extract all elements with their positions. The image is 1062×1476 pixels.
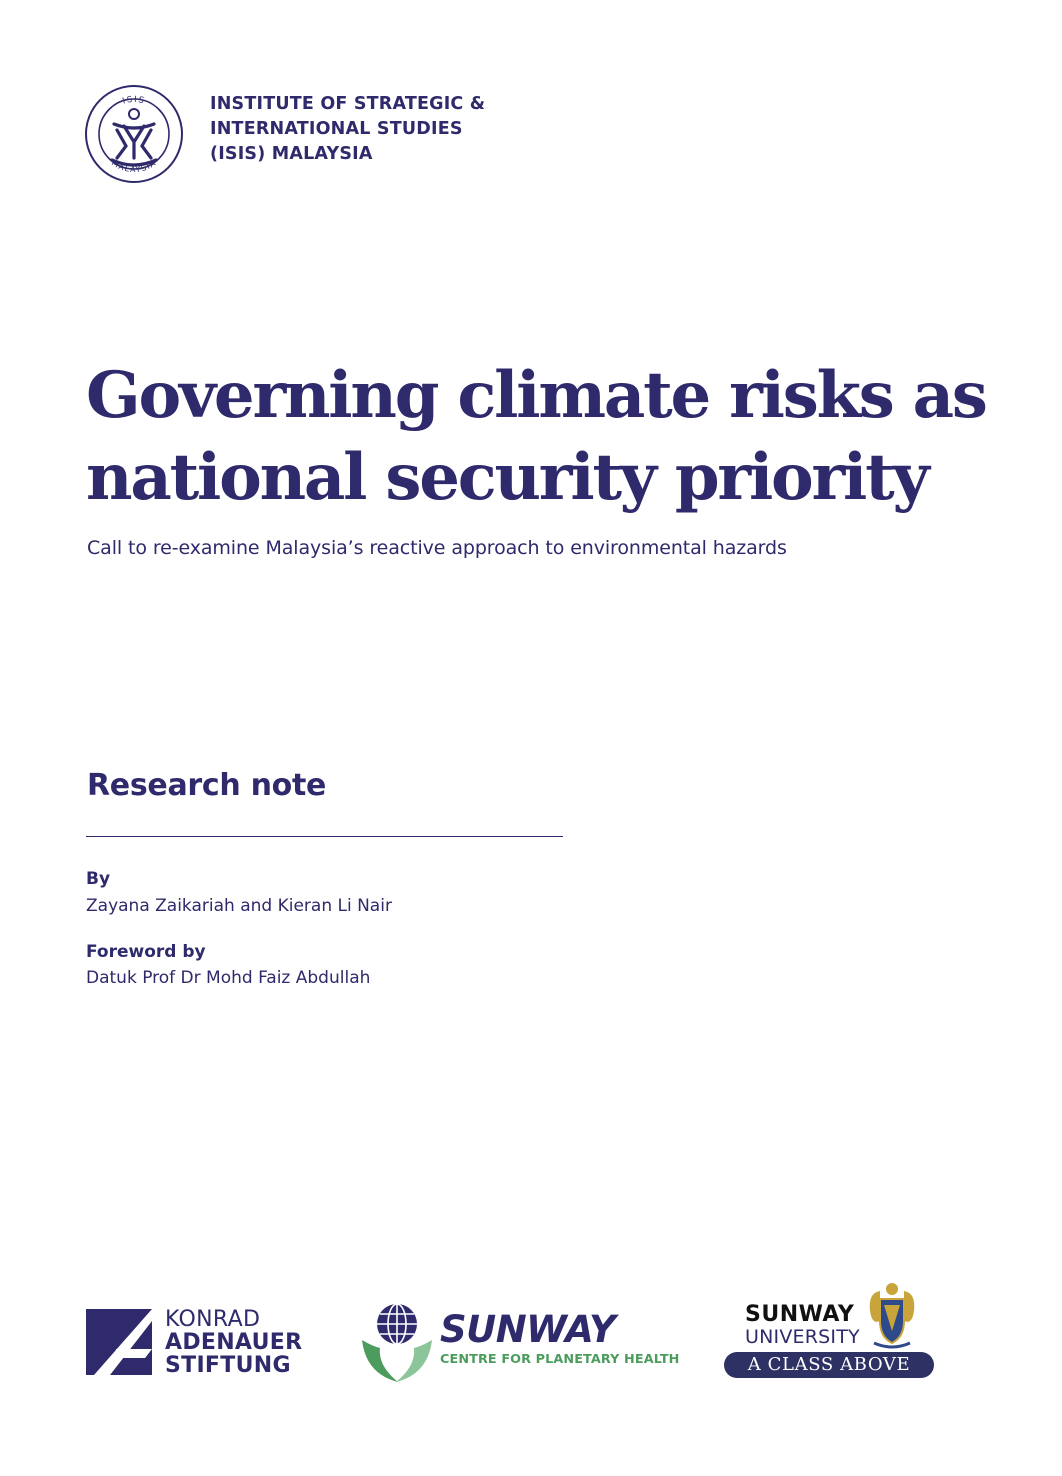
authors-label: By xyxy=(86,869,111,889)
kas-a-mark-icon xyxy=(86,1309,152,1375)
sunway-cph-name: SUNWAY xyxy=(440,1308,616,1351)
sunway-university-name-line-2: UNIVERSITY xyxy=(745,1326,860,1348)
document-title-line-1: Governing climate risks as xyxy=(86,358,986,433)
sunway-university-name-line-1: SUNWAY xyxy=(745,1302,855,1327)
institute-name-line-3: (ISIS) MALAYSIA xyxy=(210,144,373,164)
university-crest-icon xyxy=(866,1281,918,1351)
foreword-name: Datuk Prof Dr Mohd Faiz Abdullah xyxy=(86,968,371,988)
document-title-line-2: national security priority xyxy=(86,440,928,515)
kas-name-line-1: KONRAD xyxy=(165,1307,261,1332)
document-subtitle: Call to re-examine Malaysia’s reactive approach to environmental hazards xyxy=(87,537,787,559)
institute-name-line-1: INSTITUTE OF STRATEGIC & xyxy=(210,94,486,114)
institute-name-line-2: INTERNATIONAL STUDIES xyxy=(210,119,463,139)
svg-text:ISIS xyxy=(121,95,146,107)
section-divider xyxy=(86,836,563,837)
sunway-university-tagline: A CLASS ABOVE xyxy=(724,1352,934,1378)
isis-malaysia-seal-icon xyxy=(84,84,184,184)
seal-bottom-text: MALAYSIA xyxy=(109,158,159,175)
seal-top-text: ISIS xyxy=(121,94,147,107)
globe-hands-icon xyxy=(358,1300,436,1384)
foreword-label: Foreword by xyxy=(86,942,206,962)
authors-names: Zayana Zaikariah and Kieran Li Nair xyxy=(86,896,392,916)
kas-name-line-2: ADENAUER xyxy=(165,1330,303,1355)
sunway-cph-subtitle: CENTRE FOR PLANETARY HEALTH xyxy=(440,1352,680,1367)
document-type-label: Research note xyxy=(87,768,327,803)
kas-name-line-3: STIFTUNG xyxy=(165,1353,291,1378)
